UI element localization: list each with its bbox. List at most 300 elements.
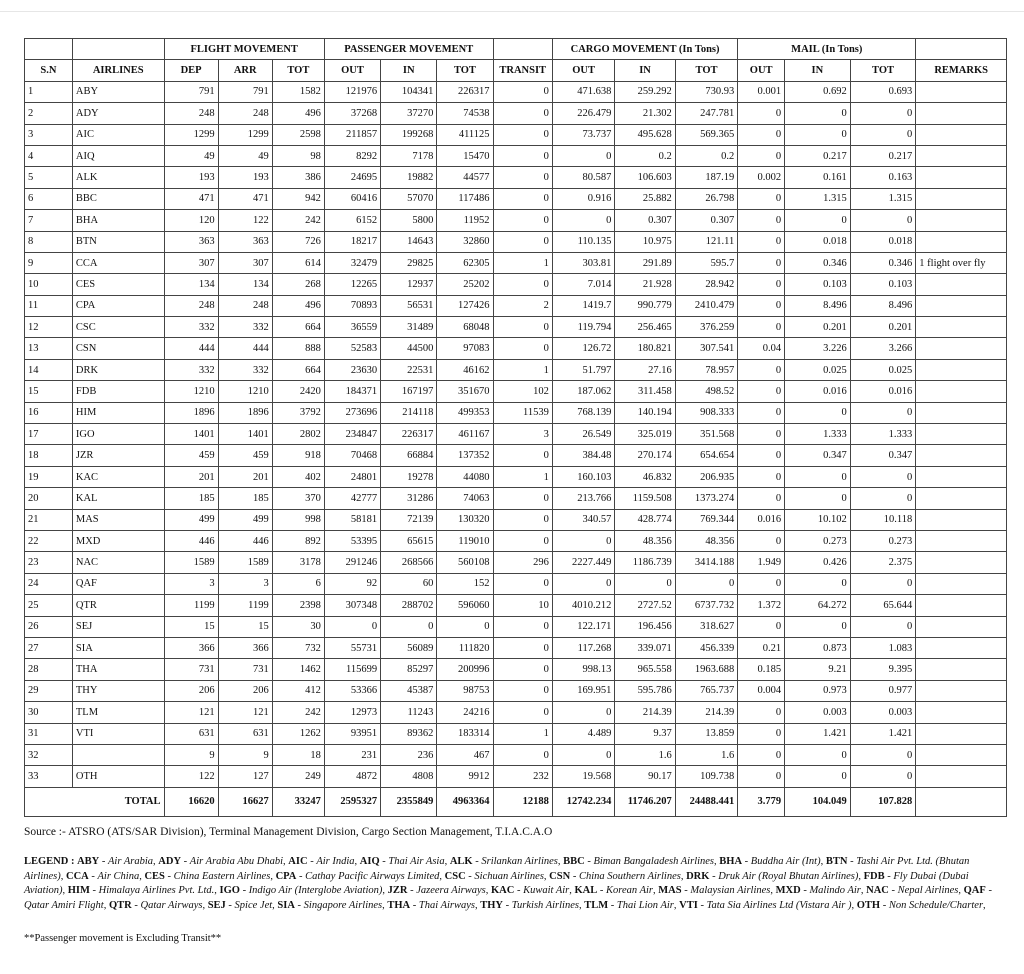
table-cell: 29825	[381, 252, 437, 273]
table-cell: 201	[164, 466, 218, 487]
table-cell: 0.003	[850, 702, 916, 723]
table-cell: 2410.479	[675, 295, 738, 316]
table-cell: 0	[493, 317, 552, 338]
table-cell: 110.135	[552, 231, 614, 252]
table-cell: 11243	[381, 702, 437, 723]
legend-airline-name: Indigo Air (Interglobe Aviation)	[248, 885, 383, 896]
table-cell: 560108	[437, 552, 493, 573]
table-cell: 998.13	[552, 659, 614, 680]
legend-airline-name: Malindo Air	[809, 885, 861, 896]
table-cell: 0	[675, 573, 738, 594]
legend-code: SEJ	[207, 899, 226, 911]
legend-airline-name: Turkish Airlines	[511, 899, 579, 911]
table-cell: 918	[272, 445, 324, 466]
table-cell: 19	[25, 466, 73, 487]
table-cell: SEJ	[72, 616, 164, 637]
table-cell: 68048	[437, 317, 493, 338]
table-cell: 6	[272, 573, 324, 594]
table-cell: 332	[218, 317, 272, 338]
legend-code: NAC	[866, 885, 889, 896]
table-row	[25, 145, 1007, 166]
table-cell: 119010	[437, 530, 493, 551]
table-cell: 340.57	[552, 509, 614, 530]
table-cell: 58181	[324, 509, 380, 530]
total-cell: 12742.234	[552, 787, 614, 816]
legend-code: ALK	[449, 856, 473, 867]
table-cell	[916, 766, 1007, 787]
table-cell: 307348	[324, 595, 380, 616]
column-header: IN	[785, 60, 851, 81]
table-cell: 1	[493, 359, 552, 380]
table-row	[25, 723, 1007, 744]
legend	[24, 855, 994, 913]
table-cell: 3414.188	[675, 552, 738, 573]
table-cell: 259.292	[615, 81, 675, 102]
table-cell: 1186.739	[615, 552, 675, 573]
legend-code: THY	[480, 899, 504, 911]
legend-item: CCA - Air China,	[66, 870, 145, 882]
legend-item: SEJ - Spice Jet,	[207, 899, 278, 911]
table-cell: 664	[272, 317, 324, 338]
table-cell	[916, 530, 1007, 551]
legend-item: THY - Turkish Airlines,	[480, 899, 585, 911]
total-label: TOTAL	[25, 787, 165, 816]
table-cell: 456.339	[675, 637, 738, 658]
table-cell: 0	[738, 231, 785, 252]
table-cell: 26	[25, 616, 73, 637]
table-cell: 0	[493, 744, 552, 765]
table-cell: 0	[493, 210, 552, 231]
table-cell: 226317	[437, 81, 493, 102]
table-cell: 332	[218, 359, 272, 380]
table-cell: 22	[25, 530, 73, 551]
table-cell: 942	[272, 188, 324, 209]
table-cell: 303.81	[552, 252, 614, 273]
legend-code: AIQ	[359, 856, 380, 867]
table-cell: 11952	[437, 210, 493, 231]
table-cell	[916, 81, 1007, 102]
column-header: OUT	[738, 60, 785, 81]
table-cell: 0.2	[615, 145, 675, 166]
table-cell: 496	[272, 295, 324, 316]
legend-airline-name: China Southern Airlines	[578, 870, 681, 882]
legend-airline-name: Nepal Airlines	[897, 885, 959, 896]
total-cell: 24488.441	[675, 787, 738, 816]
table-row	[25, 766, 1007, 787]
table-cell: 0	[738, 188, 785, 209]
table-cell: BBC	[72, 188, 164, 209]
table-cell: 1	[493, 723, 552, 744]
legend-code: BTN	[825, 856, 848, 867]
legend-airline-name: Malaysian Airlines	[690, 885, 771, 896]
table-cell: 0	[738, 573, 785, 594]
table-cell: 0	[738, 359, 785, 380]
table-cell: 193	[218, 167, 272, 188]
table-cell: 13.859	[675, 723, 738, 744]
table-cell: 0	[738, 124, 785, 145]
table-cell	[916, 124, 1007, 145]
table-cell: 52583	[324, 338, 380, 359]
table-cell	[916, 552, 1007, 573]
table-cell: 28.942	[675, 274, 738, 295]
legend-item: JZR - Jazeera Airways,	[387, 885, 491, 896]
table-cell: 1199	[164, 595, 218, 616]
table-cell: 37268	[324, 103, 380, 124]
legend-code: BBC	[563, 856, 585, 867]
table-cell: 471.638	[552, 81, 614, 102]
legend-item: QAF - Qatar Amiri Flight,	[24, 885, 992, 911]
table-cell: 30	[25, 702, 73, 723]
table-cell	[916, 680, 1007, 701]
table-cell: 183314	[437, 723, 493, 744]
legend-item: TLM - Thai Lion Air,	[584, 899, 680, 911]
group-flight: FLIGHT MOVEMENT	[164, 39, 324, 60]
legend-code: HIM	[67, 885, 90, 896]
legend-code: KAL	[574, 885, 598, 896]
table-cell: 1963.688	[675, 659, 738, 680]
table-cell: 10.102	[785, 509, 851, 530]
table-cell: 56089	[381, 637, 437, 658]
table-cell: 307	[164, 252, 218, 273]
table-cell: 16	[25, 402, 73, 423]
table-cell: 187.062	[552, 381, 614, 402]
table-cell: 111820	[437, 637, 493, 658]
table-cell: 9912	[437, 766, 493, 787]
table-cell: 0.977	[850, 680, 916, 701]
table-cell: 268566	[381, 552, 437, 573]
legend-code: SIA	[277, 899, 295, 911]
table-body	[25, 81, 1007, 816]
table-cell: 3	[164, 573, 218, 594]
table-cell: 3	[218, 573, 272, 594]
legend-code: MXD	[775, 885, 801, 896]
legend-code: CES	[144, 870, 165, 882]
table-row	[25, 381, 1007, 402]
table-cell: 0.273	[785, 530, 851, 551]
table-row	[25, 359, 1007, 380]
table-cell: 0.916	[552, 188, 614, 209]
table-cell: 268	[272, 274, 324, 295]
table-cell: 351.568	[675, 424, 738, 445]
table-cell: 10	[25, 274, 73, 295]
table-cell: 0	[493, 530, 552, 551]
total-cell: 11746.207	[615, 787, 675, 816]
legend-airline-name: Fly Dubai (Dubai Aviation)	[24, 870, 969, 896]
legend-airline-name: Srilankan Airlines	[481, 856, 558, 867]
total-cell: 33247	[272, 787, 324, 816]
table-cell: 70893	[324, 295, 380, 316]
table-cell: 0	[738, 317, 785, 338]
table-cell: 664	[272, 359, 324, 380]
table-cell: 0	[850, 488, 916, 509]
table-cell: 19882	[381, 167, 437, 188]
table-cell: 0	[738, 103, 785, 124]
table-cell: 53395	[324, 530, 380, 551]
table-cell: 8.496	[850, 295, 916, 316]
table-cell: 1.6	[615, 744, 675, 765]
table-cell: 122	[218, 210, 272, 231]
table-cell: 0.016	[738, 509, 785, 530]
table-cell: 631	[218, 723, 272, 744]
table-cell: IGO	[72, 424, 164, 445]
top-divider	[0, 11, 1024, 12]
table-cell: 0	[785, 573, 851, 594]
footnote: **Passenger movement is Excluding Transit**	[24, 933, 222, 944]
table-cell: 768.139	[552, 402, 614, 423]
table-cell: 93951	[324, 723, 380, 744]
table-cell: 0	[850, 124, 916, 145]
table-cell: 134	[164, 274, 218, 295]
table-cell: 332	[164, 359, 218, 380]
legend-item: KAL - Korean Air,	[574, 885, 659, 896]
table-cell: 2	[493, 295, 552, 316]
table-cell: 6152	[324, 210, 380, 231]
legend-code: QAF	[963, 885, 986, 896]
table-cell: 48.356	[615, 530, 675, 551]
legend-airline-name: Air Arabia Abu Dhabi	[189, 856, 284, 867]
table-cell: 19.568	[552, 766, 614, 787]
table-cell	[916, 295, 1007, 316]
table-cell: 12937	[381, 274, 437, 295]
legend-item: BBC - Biman Bangaladesh Airlines,	[563, 856, 720, 867]
legend-code: VTI	[679, 899, 698, 911]
table-cell: 0	[437, 616, 493, 637]
legend-code: ABY	[77, 856, 100, 867]
table-cell: 21.302	[615, 103, 675, 124]
table-row	[25, 252, 1007, 273]
table-row	[25, 702, 1007, 723]
table-cell: 15	[218, 616, 272, 637]
table-cell: CSC	[72, 317, 164, 338]
column-header: ARR	[218, 60, 272, 81]
column-header-row	[25, 60, 1007, 81]
table-cell: SIA	[72, 637, 164, 658]
table-cell: 10.118	[850, 509, 916, 530]
table-cell: 363	[218, 231, 272, 252]
table-cell: 160.103	[552, 466, 614, 487]
table-cell: 8.496	[785, 295, 851, 316]
legend-item: CSC - Sichuan Airlines,	[444, 870, 550, 882]
table-cell: 0.018	[785, 231, 851, 252]
legend-airline-name: Sichuan Airlines	[474, 870, 544, 882]
table-cell: 595.786	[615, 680, 675, 701]
source-note: Source :- ATSRO (ATS/SAR Division), Terminal Management Division, Cargo Section Management, T.I.A.C.A.O	[24, 826, 553, 838]
table-cell: 0	[738, 723, 785, 744]
table-cell: 27.16	[615, 359, 675, 380]
column-header: AIRLINES	[72, 60, 164, 81]
table-cell: 2727.52	[615, 595, 675, 616]
table-cell: 726	[272, 231, 324, 252]
table-cell: 990.779	[615, 295, 675, 316]
legend-item: ABY - Air Arabia,	[77, 856, 159, 867]
table-cell: 102	[493, 381, 552, 402]
table-cell: 247.781	[675, 103, 738, 124]
table-cell: 0	[493, 616, 552, 637]
table-cell: 444	[164, 338, 218, 359]
table-cell: 232	[493, 766, 552, 787]
table-cell: 1262	[272, 723, 324, 744]
table-cell: 0	[738, 424, 785, 445]
table-cell: 2227.449	[552, 552, 614, 573]
table-cell	[916, 659, 1007, 680]
table-cell: 14643	[381, 231, 437, 252]
legend-item: AIC - Air India,	[288, 856, 360, 867]
table-cell: 120	[164, 210, 218, 231]
table-cell: 9	[25, 252, 73, 273]
table-cell: THA	[72, 659, 164, 680]
legend-code: OTH	[856, 899, 881, 911]
table-cell: 134	[218, 274, 272, 295]
legend-item: MAS - Malaysian Airlines,	[658, 885, 776, 896]
table-cell: 248	[218, 103, 272, 124]
table-cell: 446	[218, 530, 272, 551]
table-cell: 0.004	[738, 680, 785, 701]
table-cell: 376.259	[675, 317, 738, 338]
table-cell: 5	[25, 167, 73, 188]
traffic-table	[24, 38, 1007, 817]
table-cell: 1.949	[738, 552, 785, 573]
legend-code: THA	[387, 899, 411, 911]
table-cell: 0.346	[785, 252, 851, 273]
legend-airline-name: Kuwait Air	[523, 885, 570, 896]
table-cell: 185	[218, 488, 272, 509]
table-cell: 1582	[272, 81, 324, 102]
table-cell: 1	[493, 252, 552, 273]
table-row	[25, 295, 1007, 316]
table-cell: 127	[218, 766, 272, 787]
table-cell: 0.025	[785, 359, 851, 380]
table-cell: QAF	[72, 573, 164, 594]
table-row	[25, 210, 1007, 231]
table-cell: 31	[25, 723, 73, 744]
table-cell: 0.016	[785, 381, 851, 402]
table-cell: 0	[493, 680, 552, 701]
table-cell: 1.421	[850, 723, 916, 744]
table-cell: 0	[850, 402, 916, 423]
table-cell: 1.333	[850, 424, 916, 445]
table-cell: 892	[272, 530, 324, 551]
table-cell: 2398	[272, 595, 324, 616]
table-cell: 121	[164, 702, 218, 723]
table-cell: 0.217	[785, 145, 851, 166]
table-cell: 6	[25, 188, 73, 209]
table-cell: 11539	[493, 402, 552, 423]
table-cell: 4872	[324, 766, 380, 787]
table-cell: 0.185	[738, 659, 785, 680]
table-cell: 2.375	[850, 552, 916, 573]
table-cell: THY	[72, 680, 164, 701]
table-row	[25, 488, 1007, 509]
table-row	[25, 188, 1007, 209]
table-cell: 8	[25, 231, 73, 252]
column-header: TRANSIT	[493, 60, 552, 81]
table-cell: 363	[164, 231, 218, 252]
table-cell: 121	[218, 702, 272, 723]
table-cell: 74063	[437, 488, 493, 509]
table-cell: 595.7	[675, 252, 738, 273]
table-cell: 291246	[324, 552, 380, 573]
table-row	[25, 530, 1007, 551]
table-cell: 965.558	[615, 659, 675, 680]
table-cell: 412	[272, 680, 324, 701]
table-cell: 32	[25, 744, 73, 765]
legend-item: VTI - Tata Sia Airlines Ltd (Vistara Air ),	[679, 899, 857, 911]
table-cell	[916, 210, 1007, 231]
legend-airline-name: China Eastern Airlines	[173, 870, 271, 882]
column-header: OUT	[324, 60, 380, 81]
table-cell: 26.549	[552, 424, 614, 445]
table-cell: 199268	[381, 124, 437, 145]
table-cell: 21.928	[615, 274, 675, 295]
column-header: TOT	[437, 60, 493, 81]
table-cell: CPA	[72, 295, 164, 316]
table-cell: 273696	[324, 402, 380, 423]
table-cell: 60416	[324, 188, 380, 209]
table-cell: 18217	[324, 231, 380, 252]
table-cell: 0	[493, 637, 552, 658]
group-header-row	[25, 39, 1007, 60]
table-cell: 495.628	[615, 124, 675, 145]
table-cell: 249	[272, 766, 324, 787]
table-cell: 32479	[324, 252, 380, 273]
table-cell: 0.002	[738, 167, 785, 188]
legend-title: LEGEND :	[24, 856, 75, 867]
table-cell: 386	[272, 167, 324, 188]
table-cell: 1.6	[675, 744, 738, 765]
table-cell: 51.797	[552, 359, 614, 380]
table-cell: 214118	[381, 402, 437, 423]
legend-airline-name: Korean Air	[606, 885, 653, 896]
table-cell: 0	[552, 145, 614, 166]
table-cell	[916, 145, 1007, 166]
table-cell	[916, 702, 1007, 723]
legend-airline-name: Cathay Pacific Airways Limited	[305, 870, 440, 882]
table-cell: 98753	[437, 680, 493, 701]
table-cell	[916, 595, 1007, 616]
table-cell: 1	[25, 81, 73, 102]
legend-airline-name: Spice Jet	[234, 899, 273, 911]
table-cell: 13	[25, 338, 73, 359]
table-cell: 248	[218, 295, 272, 316]
column-header: TOT	[675, 60, 738, 81]
table-cell: 29	[25, 680, 73, 701]
table-cell: 167197	[381, 381, 437, 402]
table-cell: 0	[785, 103, 851, 124]
table-cell: 57070	[381, 188, 437, 209]
table-cell: 0.201	[785, 317, 851, 338]
table-cell: 1.083	[850, 637, 916, 658]
table-cell: 0	[493, 167, 552, 188]
table-cell: 140.194	[615, 402, 675, 423]
table-cell: 908.333	[675, 402, 738, 423]
table-cell: 122	[164, 766, 218, 787]
table-cell: 1299	[218, 124, 272, 145]
legend-code: TLM	[584, 899, 609, 911]
table-cell: 4.489	[552, 723, 614, 744]
table-cell: 1.333	[785, 424, 851, 445]
table-cell: 0.025	[850, 359, 916, 380]
table-row	[25, 466, 1007, 487]
legend-item: NAC - Nepal Airlines,	[866, 885, 964, 896]
table-cell: 226.479	[552, 103, 614, 124]
table-cell: 10.975	[615, 231, 675, 252]
table-cell: 0	[850, 573, 916, 594]
table-cell: 0	[738, 145, 785, 166]
table-cell: 0	[785, 466, 851, 487]
table-cell: 0	[493, 81, 552, 102]
table-cell: 256.465	[615, 317, 675, 338]
table-cell: OTH	[72, 766, 164, 787]
